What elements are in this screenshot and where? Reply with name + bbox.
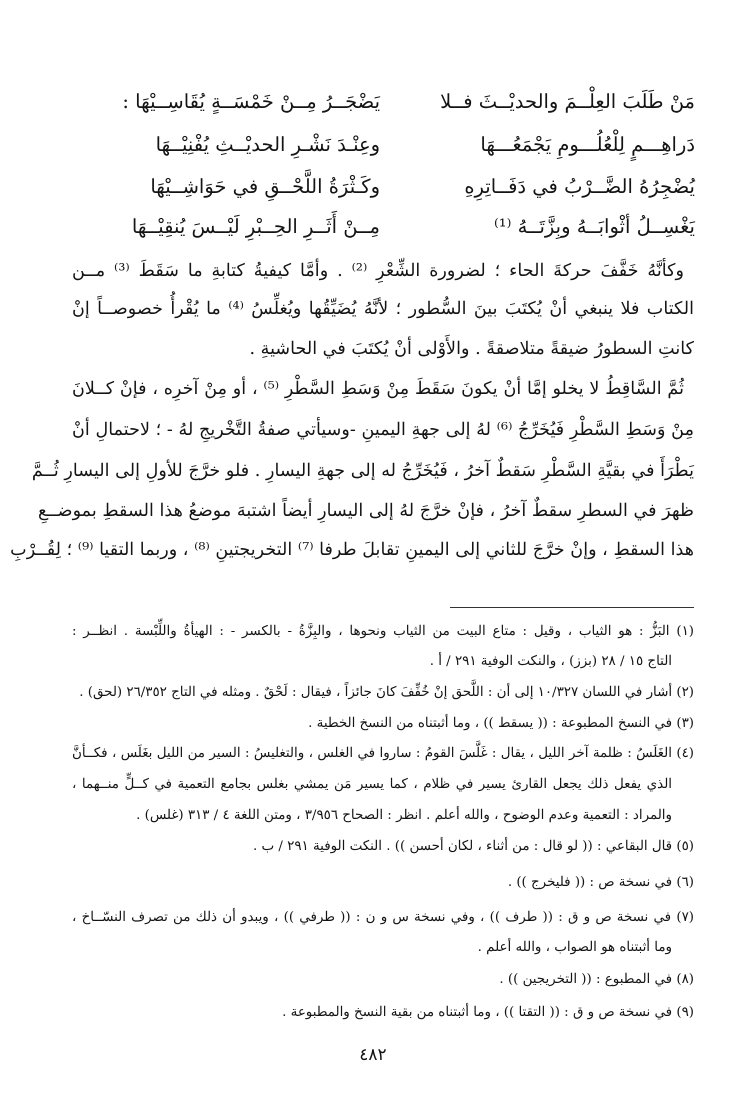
footnote-line: (٦) في نسخة ص : (( فليخرج )) . [507, 875, 694, 890]
body-text-line: يَطْرَأَ في بقيَّةِ السَّطْرِ سَقطٌ آخرُ ، فَيُخَرِّجُ له إلى جهةِ اليسارِ . فلو خرَّجَ للأولِ إلى اليسارِ ثُــمَّ [31, 461, 694, 481]
verse-second-hemistich: وكَـثْرَةُ اللَّحْــقِ في حَوَاشِــيْهَا [150, 175, 380, 198]
footnote-line: (٢) أشار في اللسان ١٠/٣٢٧ إلى أن : اللَّحق إنْ خُفِّفَ كانَ جائزاً ، فيقال : لَحْقٌ . ومثله في التاج ٢٦/٣٥٢ (لحق) . [79, 685, 694, 700]
body-text-line: هذا السقطِ ، وإنْ خرَّجَ للثاني إلى اليمينِ تقابلَ طرفا ⁽⁷⁾ التخريجتينِ ⁽⁸⁾ ، وربما التقيا ⁽⁹⁾ ؛ لِقُــرْبِ [10, 540, 694, 560]
body-text-line: ثُمَّ السَّاقِطُ لا يخلو إمَّا أنْ يكونَ سَقَطَ مِنْ وَسَطِ السَّطْرِ ⁽⁵⁾ ، أو مِنْ آخرِه ، فإنْ كــلانَ [72, 379, 684, 399]
footnote-separator [450, 607, 694, 608]
body-text-line: وكأنَّهُ خَفَّفَ حركةَ الحاء ؛ لضرورة الشِّعْرِ ⁽²⁾ . وأمَّا كيفيةُ كتابةِ ما سَقَطَ ⁽³⁾ مــن [72, 261, 684, 281]
verse-line [95, 210, 695, 244]
body-text-line: مِنْ وَسَطِ السَّطْرِ فَيُخَرِّجُ ⁽⁶⁾ لهُ إلى جهةِ اليمينِ -وسيأتي صفةُ التَّخْريجِ لهُ - ؛ لاحتمالِ أنْ [72, 420, 694, 440]
verse-first-hemistich: يَغْسِــلُ أثْوابَــهُ وبِزَّتَــهُ ⁽¹⁾ [494, 215, 695, 238]
body-text-line: ظهرَ في السطرِ سقطٌ آخرُ ، فإنْ خرَّجَ لهُ إلى اليسارِ أيضاً اشتبهَ موضعُ هذا السقطِ بموضــعِ [37, 501, 694, 521]
footnote-line: والمراد : التعمية وعدم الوضوح ، والله أعلم . انظر : الصحاح ٣/٩٥٦ ، ومتن اللغة ٤ / ٣١٣ (غلس) . [136, 808, 672, 823]
verse-first-hemistich: مَنْ طَلَبَ العِلْــمَ والحديْــثَ فــلا [440, 90, 695, 113]
verse-line [95, 85, 695, 119]
footnote-line: الذي يفعل ذلك يجعل القارئ يسير في ظلام ، كما يسير مَن يمشي بغلس بجامع التعمية في كــلٍّ منــهما ، [72, 777, 672, 792]
verse-line [95, 128, 695, 162]
footnote-line: التاج ١٥ / ٢٨ (بزز) ، والنكت الوفية ٢٩١ / أ . [429, 654, 672, 669]
footnote-line: (٤) الغَلَسُ : ظلمة آخر الليل ، يقال : غَلَّسَ القومُ : ساروا في الغلس ، والتغليسُ : السير من الليل بغَلَس ، فكــأنَّ [72, 746, 694, 761]
footnote-line: (٧) في نسخة ص و ق : (( طرف )) ، وفي نسخة س و ن : (( طرفي )) ، ويبدو أن ذلك من تصرف النسّــاخ ، [72, 910, 694, 925]
verse-first-hemistich: دَراهِـــمٍ لِلْعُلُـــومِ يَجْمَعُـــهَا [480, 133, 695, 156]
footnote-line: (٥) قال البقاعي : (( لو قال : من أثناء ، لكان أحسن )) . النكت الوفية ٢٩١ / ب . [253, 839, 694, 854]
verse-second-hemistich: وعِنْـدَ نَشْـرِ الحديْــثِ يُفْنِيْــهَا [155, 133, 380, 156]
body-text-line: كانتِ السطورُ ضيقةً متلاصقةً . والأَوْلى أنْ يُكتَبَ في الحاشيةِ . [249, 339, 694, 359]
verse-second-hemistich: يَضْجَــرُ مِــنْ خَمْسَــةٍ يُقَاسِــيْهَا : [122, 90, 380, 113]
footnote-line: (١) البَزُّ : هو الثياب ، وقيل : متاع البيت من الثياب ونحوها ، والبِزَّةُ - بالكسر - : الهيأةُ واللِّبْسة . انظــر : [72, 624, 694, 639]
body-text-line: الكتاب فلا ينبغي أنْ يُكتَبَ بينَ السُّطور ؛ لأنَّهُ يُضَيِّقُها ويُغلِّسُ ⁽⁴⁾ ما يُقْرأُ خصوصــاً إنْ [72, 299, 694, 319]
footnote-line: (٩) في نسخة ص و ق : (( التقتا )) ، وما أثبتناه من بقية النسخ والمطبوعة . [282, 1005, 694, 1020]
footnote-line: (٨) في المطبوع : (( التخريجين )) . [499, 972, 694, 987]
footnote-line: وما أثبتناه هو الصواب ، والله أعلم . [477, 940, 672, 955]
verse-line [95, 170, 695, 204]
footnote-line: (٣) في النسخ المطبوعة : (( يسقط )) ، وما أثبتناه من النسخ الخطية . [308, 716, 694, 731]
verse-first-hemistich: يُضْجِرُهُ الضَّــرْبُ في دَفَــاتِرِهِ [464, 175, 695, 198]
page-number: ٤٨٢ [359, 1045, 387, 1065]
verse-second-hemistich: مِــنْ أَثَــرِ الحِــبْرِ لَيْــسَ يُنقِيْــهَا [131, 215, 380, 238]
